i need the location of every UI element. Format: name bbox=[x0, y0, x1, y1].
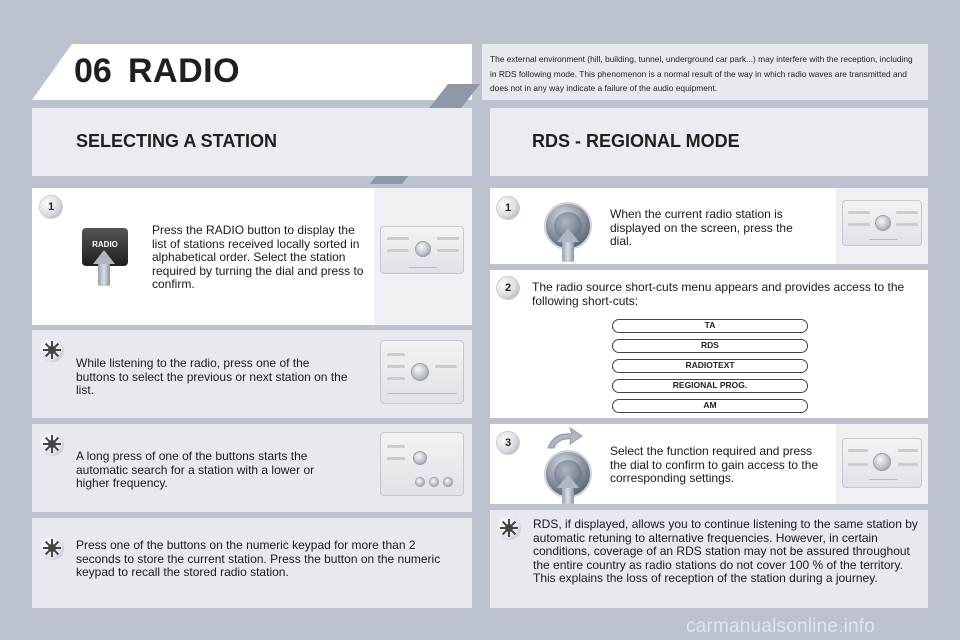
chapter-number: 06 bbox=[74, 52, 112, 90]
press-arrow-stem bbox=[562, 486, 574, 504]
radio-unit-illustration bbox=[842, 200, 922, 246]
curved-arrow-icon bbox=[544, 426, 584, 452]
left-section-title: SELECTING A STATION bbox=[76, 131, 277, 151]
press-arrow-stem bbox=[562, 240, 574, 262]
sun-tip-icon bbox=[40, 536, 64, 560]
watermark: carmanualsonline.info bbox=[686, 616, 876, 637]
up-arrow-icon bbox=[557, 228, 579, 242]
right-section-title: RDS - REGIONAL MODE bbox=[532, 131, 740, 151]
radio-unit-illustration bbox=[380, 432, 464, 496]
step-badge: 2 bbox=[497, 277, 519, 299]
press-arrow-stem bbox=[98, 262, 110, 286]
sun-tip-icon bbox=[40, 432, 64, 456]
dial-knob bbox=[875, 215, 891, 231]
left-tip2-text: A long press of one of the buttons starts the automatic search for a station with a lower or higher frequency. bbox=[76, 449, 315, 491]
reception-note: The external environment (hill, building, tunnel, underground car park...) may interfere with the reception, including in RDS following mode. This phenomenon is a normal result of the way in which radio waves are transmitted and does not in any way indicate a failure of the audio equipment. bbox=[490, 54, 913, 93]
right-step3-text: Select the function required and press the dial to confirm to gain access to the corresponding settings. bbox=[610, 444, 819, 486]
up-arrow-icon bbox=[93, 250, 115, 264]
shortcut-am[interactable]: AM bbox=[612, 399, 808, 413]
radio-unit-illustration bbox=[842, 438, 922, 488]
up-arrow-icon bbox=[557, 474, 579, 488]
right-tip-text: RDS, if displayed, allows you to continue listening to the same station by automatic retuning to alternative frequencies. However, in certain conditions, coverage of an RDS station may not be assured throughout the entire country as radio stations do not cover 100 % of the territory. This explains the loss of reception of the station during a journey. bbox=[533, 517, 918, 586]
left-step1-text: Press the RADIO button to display the list of stations received locally sorted in alphabetical order. Select the station required by turning the dial and press to confirm. bbox=[152, 223, 364, 292]
step-badge: 3 bbox=[497, 432, 519, 454]
shortcut-radiotext[interactable]: RADIOTEXT bbox=[612, 359, 808, 373]
left-tip3-text: Press one of the buttons on the numeric keypad for more than 2 seconds to store the current station. Press the button on the numeric keypad to recall the stored radio station. bbox=[76, 538, 441, 580]
header-corner-cut bbox=[32, 44, 72, 100]
sun-tip-icon bbox=[40, 338, 64, 362]
step-badge: 1 bbox=[497, 197, 519, 219]
dial-knob bbox=[413, 451, 427, 465]
radio-unit-illustration bbox=[380, 226, 464, 274]
dial-knob bbox=[411, 363, 429, 381]
shortcut-rds[interactable]: RDS bbox=[612, 339, 808, 353]
left-tip1-text: While listening to the radio, press one of the buttons to select the previous or next station on the list. bbox=[76, 356, 348, 398]
shortcut-regional-prog[interactable]: REGIONAL PROG. bbox=[612, 379, 808, 393]
sun-tip-icon bbox=[497, 516, 521, 540]
dial-knob bbox=[415, 241, 431, 257]
right-step2-text: The radio source short-cuts menu appears and provides access to the following short-cuts: bbox=[532, 280, 905, 308]
chapter-title: RADIO bbox=[128, 52, 241, 90]
radio-button-label: RADIO bbox=[92, 240, 118, 249]
right-step1-text: When the current radio station is displayed on the screen, press the dial. bbox=[610, 207, 793, 249]
step-badge: 1 bbox=[40, 196, 62, 218]
radio-unit-illustration bbox=[380, 340, 464, 404]
shortcut-ta[interactable]: TA bbox=[612, 319, 808, 333]
dial-knob bbox=[873, 453, 891, 471]
